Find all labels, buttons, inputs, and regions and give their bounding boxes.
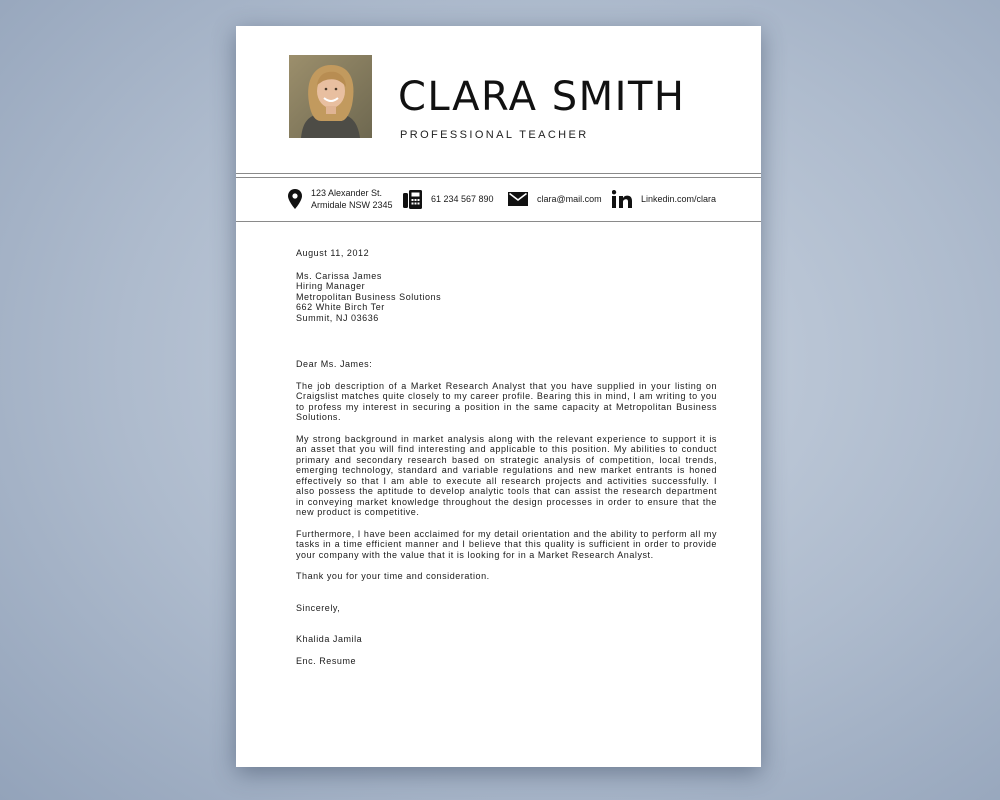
contact-email <box>508 186 602 212</box>
profile-photo <box>289 55 372 138</box>
cover-letter-page <box>236 26 761 767</box>
linkedin-icon <box>612 190 632 208</box>
recipient-street: 662 White Birch Ter <box>296 302 385 312</box>
address-line-1: 123 Alexander St. <box>311 188 383 198</box>
header-divider-second <box>236 177 761 178</box>
contact-address <box>288 186 393 212</box>
recipient-block <box>296 271 717 324</box>
linkedin-text: Linkedin.com/clara <box>641 194 717 204</box>
salutation: Dear Ms. James: <box>296 359 373 369</box>
recipient-city: Summit, NJ 03636 <box>296 312 379 323</box>
enclosure-note: Enc. Resume <box>296 655 357 666</box>
body-paragraph: The job description of a Market Research Analyst that you have supplied in your listing on Craigslist matches quite closely to my career profile. Bearing this in mind, I am writing to you to profess my interest in securing a position in the same capacity at Metropolitan Business Solutions. <box>296 380 717 422</box>
address-line-2: Armidale NSW 2345 <box>311 200 393 210</box>
letter-date: August 11, 2012 <box>296 248 370 258</box>
body-paragraph: My strong background in market analysis along with the relevant experience to support it is an asset that you will find interesting and applicable to this position. My abilities to conduct primary and secondary research based on strategic analysis of competition, local trends, emerging technology, standard and variable regulations and new market entrants is honed effectively so that I am able to execute all research projects and activities successfully. I also possess the aptitude to develop analytic tools that can assist the research department in conveying market knowledge throughout the design processes in order to ensure that the new product is competitive. <box>296 433 717 517</box>
applicant-name: CLARA SMITH <box>398 74 686 120</box>
phone-text: 61 234 567 890 <box>431 194 494 204</box>
contact-divider-bottom <box>236 221 761 222</box>
body-paragraph: Furthermore, I have been acclaimed for my detail orientation and the ability to perform all my tasks in a time efficient manner and I believe that this quality is sufficient in order to provide your company with the value that it is looking for in a Market Research Analyst. <box>296 528 717 560</box>
letter-body <box>296 248 717 666</box>
recipient-company: Metropolitan Business Solutions <box>296 291 442 302</box>
envelope-icon <box>508 192 528 206</box>
applicant-title: PROFESSIONAL TEACHER <box>400 129 589 141</box>
contact-phone <box>403 186 494 212</box>
recipient-name: Ms. Carissa James <box>296 270 382 281</box>
location-pin-icon <box>288 189 302 209</box>
recipient-role: Hiring Manager <box>296 281 366 291</box>
closing: Sincerely, <box>296 602 341 613</box>
header-divider-top <box>236 173 761 174</box>
signer-name: Khalida Jamila <box>296 634 363 644</box>
address-text <box>311 187 393 211</box>
thanks-line: Thank you for your time and consideration. <box>296 571 490 581</box>
contact-linkedin <box>612 186 716 212</box>
email-text: clara@mail.com <box>537 194 602 204</box>
fax-phone-icon <box>403 190 422 209</box>
